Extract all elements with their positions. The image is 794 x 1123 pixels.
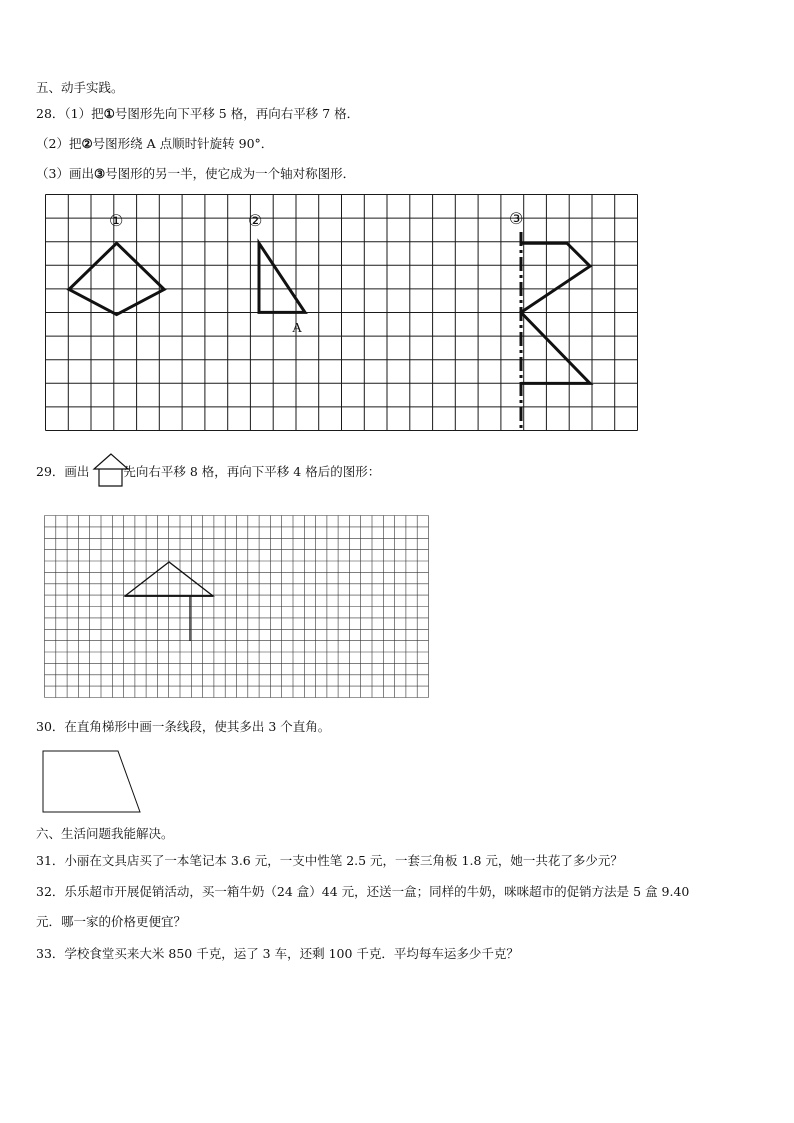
q29-roof: [125, 562, 213, 596]
q28-line3-prefix: （3）画出: [36, 166, 94, 181]
right-trapezoid: [40, 748, 144, 816]
point-a-label: A: [292, 321, 303, 336]
q28-grid: [45, 194, 639, 432]
q32-line1: 32．乐乐超市开展促销活动，买一箱牛奶（24 盒）44 元，还送一盒；同样的牛奶，咪咪超市的促销方法是 5 盒 9.40: [36, 884, 690, 899]
grid-label-3: ③: [509, 209, 524, 228]
q29-grid-lines: [45, 516, 429, 698]
q30-text: 30．在直角梯形中画一条线段，使其多出 3 个直角。: [36, 719, 331, 734]
q28-grid-lines: [46, 195, 638, 431]
section6-heading: 六、生活问题我能解决。: [36, 826, 174, 841]
circled-2: ②: [81, 136, 93, 151]
q29-grid: [44, 515, 430, 699]
q29-line: [36, 464, 380, 480]
q28-line1: [36, 106, 359, 122]
q29-suffix: 先向右平移 8 格，再向下平移 4 格后的图形：: [123, 464, 381, 479]
shape-3-half: [521, 243, 590, 383]
shape-2-triangle: [259, 243, 305, 312]
circled-3: ③: [93, 166, 106, 181]
q28-line3: [36, 166, 355, 182]
section5-heading: 五、动手实践。: [36, 80, 124, 95]
q28-line2-prefix: （2）把: [36, 136, 82, 151]
shape-1-kite: [69, 243, 164, 314]
grid-label-1: ①: [109, 211, 124, 230]
q28-line2-tail: 号图形绕 A 点顺时针旋转 90°．: [92, 136, 274, 151]
q33-text: 33．学校食堂买来大米 850 千克，运了 3 车，还剩 100 千克．平均每车运多少千克？: [36, 946, 519, 961]
house-icon: [92, 452, 130, 488]
q31-text: 31．小丽在文具店买了一本笔记本 3.6 元，一支中性笔 2.5 元，一套三角板 1.8 元，她一共花了多少元？: [36, 853, 623, 868]
grid-label-2: ②: [248, 211, 263, 230]
q28-line3-tail: 号图形的另一半，使它成为一个轴对称图形．: [105, 166, 356, 181]
q28-line1-prefix: 28．（1）把: [36, 106, 104, 121]
q28-line1-tail: 号图形先向下平移 5 格，再向右平移 7 格．: [114, 106, 360, 121]
circled-1: ①: [103, 106, 115, 121]
trapezoid-shape: [43, 751, 140, 812]
q32-line2: 元．哪一家的价格更便宜？: [36, 914, 187, 929]
q29-prefix: 29．画出: [36, 464, 90, 479]
q28-line2: [36, 136, 273, 152]
